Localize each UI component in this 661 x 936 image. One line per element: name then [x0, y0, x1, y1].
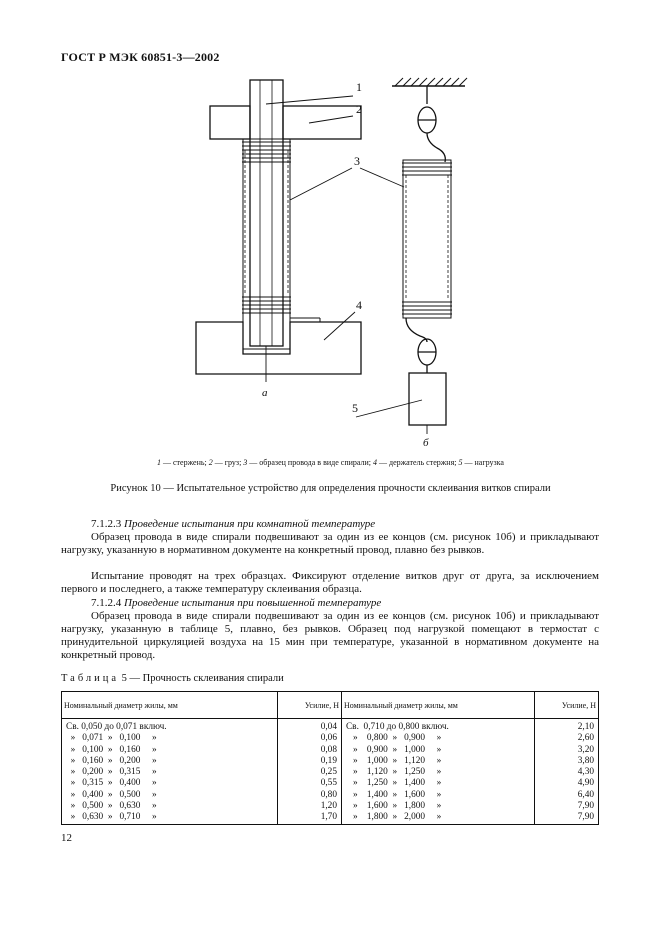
callout-1: 1 — [356, 80, 362, 94]
header-force-right: Усилие, Н — [534, 692, 598, 719]
section-7-1-2-3-heading: 7.1.2.3 Проведение испытания при комнатной температуре — [91, 518, 376, 530]
table-header-row — [62, 692, 599, 719]
rod — [250, 80, 283, 346]
callout-2: 2 — [356, 102, 362, 116]
figure-caption: Рисунок 10 — Испытательное устройство для определения прочности склеивания витков спирали — [110, 483, 551, 494]
header-diameter-right: Номинальный диаметр жилы, мм — [341, 692, 534, 719]
callout-leaders — [266, 96, 422, 417]
upper-wire-end — [427, 133, 445, 162]
lower-wire-end — [406, 318, 427, 342]
table-row: » 0,200 » 0,315 » 0,25 » 1,120 » 1,250 » 4,30 — [62, 767, 599, 778]
callout-5: 5 — [352, 401, 358, 415]
table-row: » 0,630 » 0,710 » 1,70 » 1,800 » 2,000 » 7,90 — [62, 812, 599, 824]
table-row: » 0,160 » 0,200 » 0,19 » 1,000 » 1,120 » 3,80 — [62, 756, 599, 767]
callout-3: 3 — [354, 154, 360, 168]
section-7-1-2-3-paragraph-1: Образец провода в виде спирали подвешивают за один из ее концов (см. рисунок 10б) и прикладывают нагрузку, указанную в нормативном документе на конкретный провод, плавно без рывков. — [61, 531, 599, 556]
bond-strength-table — [61, 691, 599, 825]
table-row: » 0,315 » 0,400 » 0,55 » 1,250 » 1,400 » 4,90 — [62, 778, 599, 789]
table-row: Св. 0,050 до 0,071 включ. 0,04 Св. 0,710 до 0,800 включ. 2,10 — [62, 719, 599, 734]
figure-b-label: б — [423, 437, 429, 449]
header-force-left: Усилие, Н — [277, 692, 341, 719]
table-row: » 0,500 » 0,630 » 1,20 » 1,600 » 1,800 » 7,90 — [62, 801, 599, 812]
page-number: 12 — [61, 832, 72, 844]
table-row: » 0,071 » 0,100 » 0,06 » 0,800 » 0,900 » 2,60 — [62, 733, 599, 744]
section-7-1-2-4-heading: 7.1.2.4 Проведение испытания при повышенной температуре — [91, 597, 382, 609]
section-7-1-2-3-paragraph-2: Испытание проводят на трех образцах. Фиксируют отделение витков друг от друга, за исключением первого и последнего, а также температуру склеивания образца. — [61, 570, 599, 595]
test-apparatus-figure — [0, 0, 661, 460]
rod-holder — [196, 322, 361, 374]
section-7-1-2-4-paragraph-1: Образец провода в виде спирали подвешивают за один из ее концов (см. рисунок 10б) и прикладывают нагрузку, указанную в таблице 5, плавно, без рывков. Образец под нагрузкой помещают в термостат с принудительной циркуляцией воздуха на 15 мин при температуре, указанной в нормативном документе на конкретный провод. — [61, 610, 599, 661]
weight-left-part — [210, 106, 250, 139]
header-diameter-left: Номинальный диаметр жилы, мм — [62, 692, 278, 719]
suspended-coil — [403, 160, 451, 318]
callout-4: 4 — [356, 298, 362, 312]
ceiling-hatch — [395, 78, 467, 86]
load — [409, 373, 446, 425]
figure-a-label: а — [262, 387, 268, 399]
weight-right-part — [283, 106, 361, 139]
document-header: ГОСТ Р МЭК 60851-3—2002 — [61, 50, 220, 64]
figure-legend: 1 — стержень; 2 — груз; 3 — образец провода в виде спирали; 4 — держатель стержня; 5 — нагрузка — [157, 458, 504, 467]
table-row: » 0,100 » 0,160 » 0,08 » 0,900 » 1,000 » 3,20 — [62, 745, 599, 756]
table-caption: Таблица 5 — Прочность склеивания спирали — [61, 673, 284, 684]
table-row: » 0,400 » 0,500 » 0,80 » 1,400 » 1,600 » 6,40 — [62, 790, 599, 801]
